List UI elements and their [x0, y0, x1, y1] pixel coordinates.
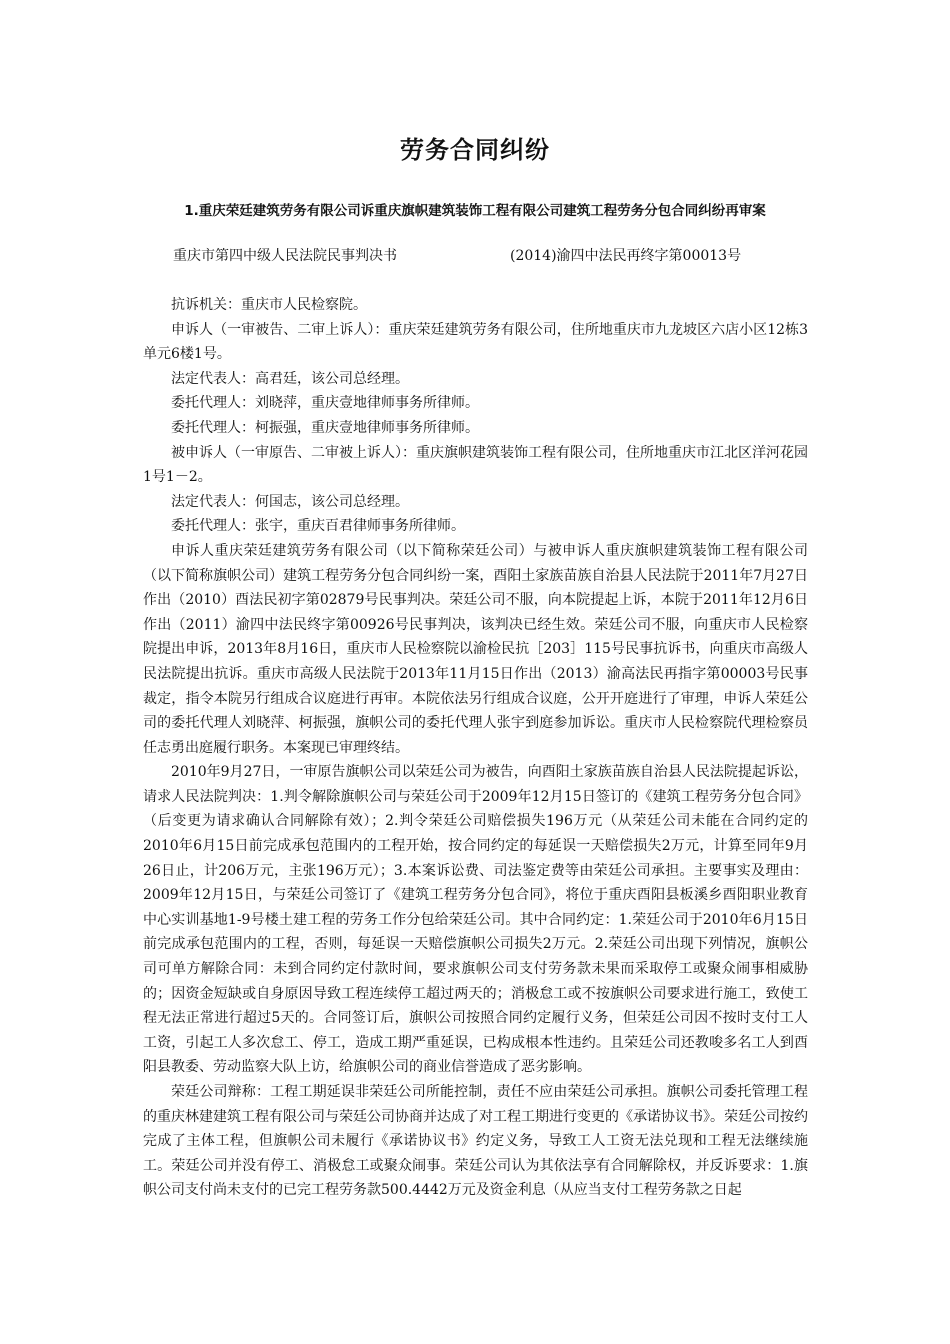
- paragraph-respondent: 被申诉人（一审原告、二审被上诉人）：重庆旗帜建筑装饰工程有限公司，住所地重庆市江北区洋河花园1号1－2。: [143, 444, 808, 486]
- paragraph-case-history: 申诉人重庆荣廷建筑劳务有限公司（以下简称荣廷公司）与被申诉人重庆旗帜建筑装饰工程有限公司（以下简称旗帜公司）建筑工程劳务分包合同纠纷一案，酉阳土家族苗族自治县人民法院于2011年7月27日作出（2010）酉法民初字第02879号民事判决。荣廷公司不服，向本院提起上诉，本院于2011年12月6日作出（2011）渝四中法民终字第00926号民事判决，该判决已经生效。荣廷公司不服，向重庆市人民检察院提出申诉，2013年8月16日，重庆市人民检察院以渝检民抗［203］115号民事抗诉书，向重庆市高级人民法院提出抗诉。重庆市高级人民法院于2013年11月15日作出（2013）渝高法民再指字第00003号民事裁定，指令本院另行组成合议庭进行再审。本院依法另行组成合议庭，公开开庭进行了审理，申诉人荣廷公司的委托代理人刘晓萍、柯振强，旗帜公司的委托代理人张宇到庭参加诉讼。重庆市人民检察院代理检察员任志勇出庭履行职务。本案现已审理终结。: [143, 542, 808, 756]
- judgment-body: [143, 293, 808, 1203]
- paragraph-appellant-agent-1: 委托代理人：刘晓萍，重庆壹地律师事务所律师。: [171, 395, 479, 412]
- case-number: (2014)渝四中法民再终字第00013号: [510, 248, 742, 264]
- paragraph-plaintiff-claims: 2010年9月27日，一审原告旗帜公司以荣廷公司为被告，向酉阳土家族苗族自治县人民法院提起诉讼，请求人民法院判决：1.判令解除旗帜公司与荣廷公司于2009年12月15日签订的《建筑工程劳务分包合同》（后变更为请求确认合同解除有效）；2.判令荣廷公司赔偿损失196万元（从荣廷公司未能在合同约定的2010年6月15日前完成承包范围内的工程开始，按合同约定的每延误一天赔偿损失2万元，计算至同年9月26日止，计206万元，主张196万元）；3.本案诉讼费、司法鉴定费等由荣廷公司承担。主要事实及理由：2009年12月15日，与荣廷公司签订了《建筑工程劳务分包合同》，将位于重庆酉阳县板溪乡酉阳职业教育中心实训基地1-9号楼土建工程的劳务工作分包给荣廷公司。其中合同约定：1.荣廷公司于2010年6月15日前完成承包范围内的工程，否则，每延误一天赔偿旗帜公司损失2万元。2.荣廷公司出现下列情况，旗帜公司可单方解除合同：未到合同约定付款时间，要求旗帜公司支付劳务款未果而采取停工或聚众闹事相威胁的；因资金短缺或自身原因导致工程连续停工超过两天的；消极怠工或不按旗帜公司要求进行施工，致使工程无法正常进行超过5天的。合同签订后，旗帜公司按照合同约定履行义务，但荣廷公司因不按时支付工人工资，引起工人多次怠工、停工，造成工期严重延误，已构成根本性违约。且荣廷公司还教唆多名工人到酉阳县教委、劳动监察大队上访，给旗帜公司的商业信誉造成了恶劣影响。: [143, 764, 808, 1076]
- paragraph-protest-organ: 抗诉机关：重庆市人民检察院。: [171, 297, 367, 313]
- paragraph-respondent-agent: 委托代理人：张宇，重庆百君律师事务所律师。: [171, 518, 465, 535]
- case-title: 1.重庆荣廷建筑劳务有限公司诉重庆旗帜建筑装饰工程有限公司建筑工程劳务分包合同纠纷再审案: [184, 203, 766, 219]
- paragraph-defense: 荣廷公司辩称：工程工期延误非荣廷公司所能控制，责任不应由荣廷公司承担。旗帜公司委托管理工程的重庆林建建筑工程有限公司与荣廷公司协商并达成了对工程工期进行变更的《承诺协议书》。荣廷公司按约完成了主体工程，但旗帜公司未履行《承诺协议书》约定义务，导致工人工资无法兑现和工程无法继续施工。荣廷公司并没有停工、消极怠工或聚众闹事。荣廷公司认为其依法享有合同解除权，并反诉要求：1.旗帜公司支付尚未支付的已完工程劳务款500.4442万元及资金利息（从应当支付工程劳务款之日起: [143, 1084, 808, 1199]
- paragraph-appellant-agent-2: 委托代理人：柯振强，重庆壹地律师事务所律师。: [171, 419, 479, 436]
- paragraph-respondent-legal-rep: 法定代表人：何国志，该公司总经理。: [171, 493, 409, 510]
- paragraph-appellant-legal-rep: 法定代表人：高君廷，该公司总经理。: [171, 370, 409, 387]
- paragraph-appellant: 申诉人（一审被告、二审上诉人）：重庆荣廷建筑劳务有限公司，住所地重庆市九龙坡区六店小区12栋3单元6楼1号。: [143, 321, 808, 363]
- document-title: 劳务合同纠纷: [400, 136, 550, 164]
- court-name: 重庆市第四中级人民法院民事判决书: [173, 248, 397, 264]
